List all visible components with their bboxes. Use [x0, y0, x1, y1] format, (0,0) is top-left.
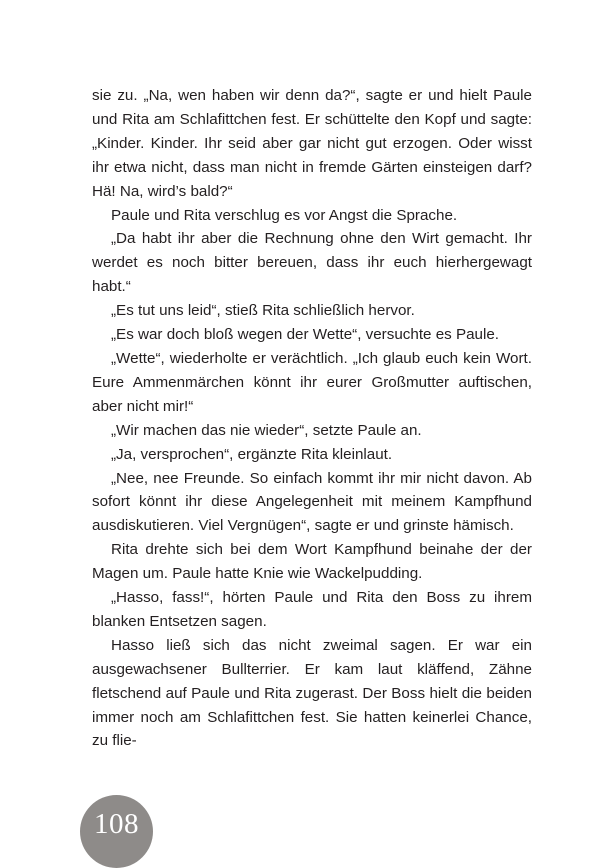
paragraph: sie zu. „Na, wen haben wir denn da?“, sagte er und hielt Paule und Rita am Schlafittchen fest. Er schüttelte den Kopf und sagte: „Kinder. Kinder. Ihr seid aber gar nicht gut erzogen. Oder wisst ihr etwa nicht, dass man nicht in fremde Gärten einsteigen darf? Hä! Na, wird’s bald?“: [92, 87, 532, 200]
paragraph: „Es tut uns leid“, stieß Rita schließlich hervor.: [111, 302, 415, 320]
page-number-badge: [80, 795, 153, 868]
paragraph: „Da habt ihr aber die Rechnung ohne den Wirt gemacht. Ihr werdet es noch bitter bereuen, dass ihr euch hierhergewagt habt.“: [92, 230, 532, 296]
paragraph: Rita drehte sich bei dem Wort Kampfhund beinahe der der Magen um. Paule hatte Knie wie Wackelpudding.: [92, 541, 532, 583]
paragraph: Hasso ließ sich das nicht zweimal sagen. Er war ein ausgewachsener Bullterrier. Er kam laut kläffend, Zähne fletschend auf Paule und Rita zugerast. Der Boss hielt die beiden immer noch am Schlafittchen fest. Sie hatten keinerlei Chance, zu flie-: [92, 636, 532, 750]
paragraph: „Hasso, fass!“, hörten Paule und Rita den Boss zu ihrem blanken Entsetzen sagen.: [92, 589, 532, 630]
paragraph: „Es war doch bloß wegen der Wette“, versuchte es Paule.: [111, 326, 500, 344]
paragraph: „Ja, versprochen“, ergänzte Rita kleinlaut.: [111, 445, 393, 463]
page-body-text: [92, 84, 532, 753]
paragraph: „Wir machen das nie wieder“, setzte Paule an.: [111, 421, 422, 439]
paragraph: „Nee, nee Freunde. So einfach kommt ihr mir nicht davon. Ab sofort könnt ihr diese Angelegenheit mit meinem Kampfhund ausdiskutieren. Viel Vergnügen“, sagte er und grinste hämisch.: [92, 469, 532, 535]
paragraph: Paule und Rita verschlug es vor Angst die Sprache.: [111, 206, 458, 224]
page-number: 108: [94, 808, 139, 840]
paragraph: „Wette“, wiederholte er verächtlich. „Ich glaub euch kein Wort. Eure Ammenmärchen könnt ihr eurer Großmutter auftischen, aber nicht mir!“: [92, 349, 532, 415]
